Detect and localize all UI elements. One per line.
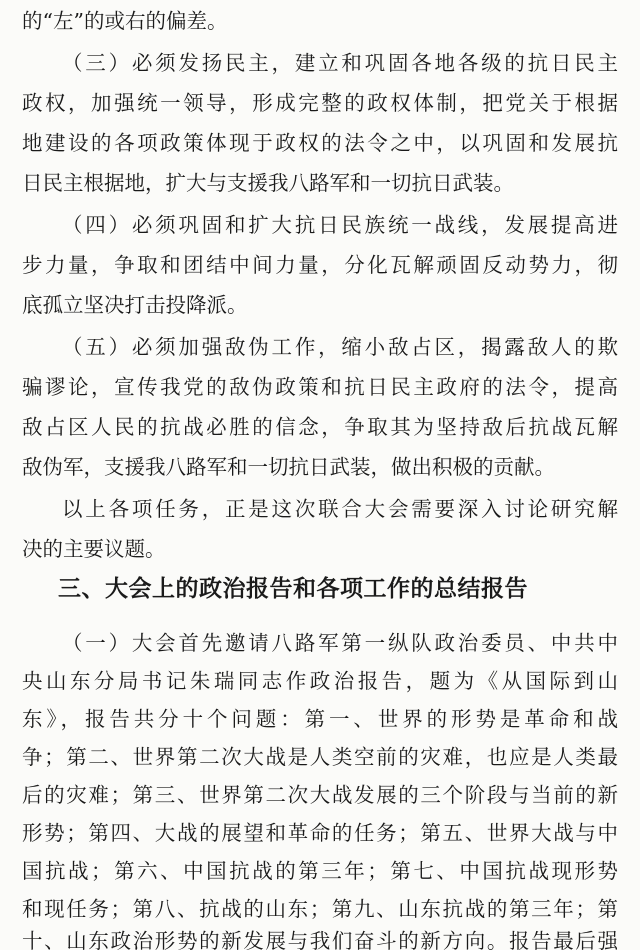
text-line-6: （四）必须巩固和扩大抗日民族统一战线，发展提高进 — [62, 213, 618, 237]
text-line-12: 敌伪军，支援我八路军和一切抗日武装，做出积极的贡献。 — [22, 455, 555, 479]
text-line-17: 东》，报告共分十个问题：第一、世界的形势是革命和战 — [22, 707, 618, 731]
section-heading: 三、大会上的政治报告和各项工作的总结报告 — [58, 576, 528, 602]
text-line-5: 日民主根据地，扩大与支援我八路军和一切抗日武装。 — [22, 171, 514, 195]
text-line-15: （一）大会首先邀请八路军第一纵队政治委员、中共中 — [62, 631, 618, 655]
text-line-4: 地建设的各项政策体现于政权的法令之中，以巩固和发展抗 — [22, 131, 618, 155]
text-line-16: 央山东分局书记朱瑞同志作政治报告，题为《从国际到山 — [22, 669, 618, 693]
text-line-10: 骗谬论，宣传我党的敌伪政策和抗日民主政府的法令，提高 — [22, 375, 618, 399]
text-line-21: 国抗战；第六、中国抗战的第三年；第七、中国抗战现形势 — [22, 859, 618, 883]
text-line-20: 形势；第四、大战的展望和革命的任务；第五、世界大战与中 — [22, 821, 618, 845]
text-line-1: 的“左”的或右的偏差。 — [22, 9, 228, 33]
text-line-7: 步力量，争取和团结中间力量，分化瓦解顽固反动势力，彻 — [22, 253, 618, 277]
text-line-19: 后的灾难；第三、世界第二次大战发展的三个阶段与当前的新 — [22, 783, 618, 807]
text-line-11: 敌占区人民的抗战必胜的信念，争取其为坚持敌后抗战瓦解 — [22, 415, 618, 439]
text-line-9: （五）必须加强敌伪工作，缩小敌占区，揭露敌人的欺 — [62, 335, 618, 359]
text-line-3: 政权，加强统一领导，形成完整的政权体制，把党关于根据 — [22, 91, 618, 115]
text-line-14: 决的主要议题。 — [22, 537, 166, 561]
text-line-2: （三）必须发扬民主，建立和巩固各地各级的抗日民主 — [62, 51, 618, 75]
text-line-13: 以上各项任务，正是这次联合大会需要深入讨论研究解 — [62, 497, 618, 521]
text-line-23: 十、山东政治形势的新发展与我们奋斗的新方向。报告最后强 — [22, 929, 618, 950]
text-line-18: 争；第二、世界第二次大战是人类空前的灾难，也应是人类最 — [22, 745, 618, 769]
text-line-22: 和现任务；第八、抗战的山东；第九、山东抗战的第三年；第 — [22, 897, 618, 921]
text-line-8: 底孤立坚决打击投降派。 — [22, 293, 248, 317]
